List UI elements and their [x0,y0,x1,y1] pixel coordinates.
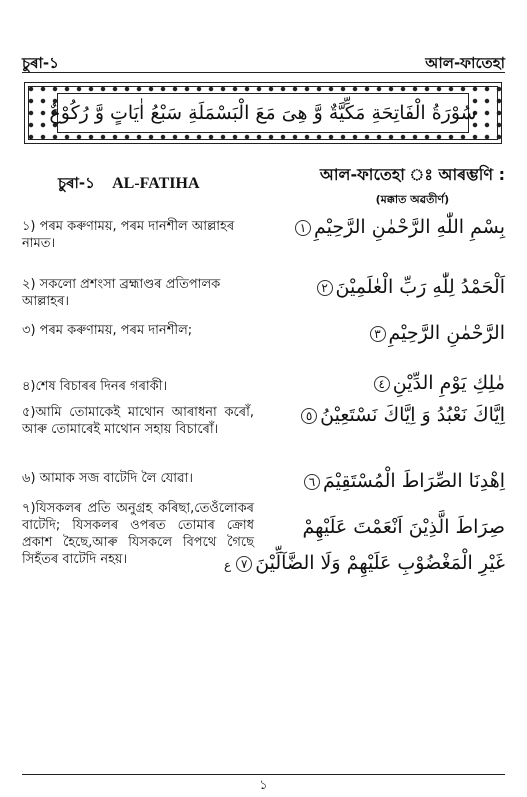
verse-2-arabic [260,272,505,302]
verse-5-translation: ৫)আমি তোমাকেই মাথোন আৰাধনা কৰোঁ, আৰু তোমাৰেই মাথোন সহায় বিচাৰোঁ। [22,405,254,437]
verse-6-arabic [260,466,505,496]
verse-6-number: ٦ [304,474,320,490]
verse-4-translation: ৪)শেষ বিচাৰৰ দিনৰ গৰাকী। [22,379,168,394]
verse-3-translation: ৩) পৰম কৰুণাময়, পৰম দানশীল; [22,323,193,338]
page-number: ১ [259,778,268,793]
verse-6-arabic-text: اِهْدِنَا الصِّرَاطَ الْمُسْتَقِيْمَ [322,470,505,492]
verse-5-arabic-text: اِيَّاكَ نَعْبُدُ وَ اِيَّاكَ نَسْتَعِيْنُ [320,404,505,426]
verse-4-arabic [260,368,505,398]
ruku-mark: ع [224,558,232,572]
surah-subtitle-left [58,172,200,197]
verse-7-arabic-line-1 [260,512,505,542]
surah-subtitle-right [320,162,505,210]
verse-2-translation: ২) সকলো প্ৰশংসা ব্ৰহ্মাণ্ডৰ প্ৰতিপালক আল্লাহৰ। [22,277,221,309]
verse-4-number: ٤ [374,376,390,392]
verse-7-arabic-line-2 [224,548,505,580]
verse-3-number: ٣ [370,326,386,342]
verse-2-arabic-text: اَلْحَمْدُ لِلّٰهِ رَبِّ الْعٰلَمِيْنَ [335,276,505,298]
header-rule [22,72,505,73]
verse-7-arabic-text-1: صِرَاطَ الَّذِيْنَ اَنْعَمْتَ عَلَيْهِمْ [302,516,505,538]
verse-1-translation: ১) পৰম কৰুণাময়, পৰম দানশীল আল্লাহৰ নামত। [22,219,235,251]
footer-rule [22,774,505,775]
verse-3-arabic-text: الرَّحْمٰنِ الرَّحِيْمِ [388,322,505,344]
revelation-place: (মক্কাত অৱতীৰ্ণ) [375,193,450,206]
verse-3-arabic [260,318,505,348]
verse-1-number: ١ [295,220,311,236]
verse-1-arabic-text: بِسْمِ اللّٰهِ الرَّحْمٰنِ الرَّحِيْمِ [314,216,505,238]
surah-beginning-title: আল-ফাতেহা ঃ আৰম্ভণি : [319,165,505,184]
surah-name-en: AL-FATIHA [112,175,200,192]
verse-7-translation: ৭)যিসকলৰ প্ৰতি অনুগ্ৰহ কৰিছা,তেওঁলোকৰ বাটেদি; যিসকলৰ ওপৰত তোমাৰ ক্ৰোধ প্ৰকাশ হৈছে,আৰু যিসকলে বিপথে গৈছে সিহঁতৰ বাটেদি নহয়। [22,501,254,567]
verse-2-number: ٢ [317,280,333,296]
surah-number-header: চুৰা-১ [22,54,59,72]
verse-5-number: ٥ [301,408,317,424]
surah-name-header: আল-ফাতেহা [425,54,505,72]
verse-1-arabic [260,212,505,242]
verse-4-arabic-text: مٰلِكِ يَوْمِ الدِّيْنِ [392,372,505,394]
verse-7-number: ٧ [236,556,252,572]
banner-arabic-title: سُوْرَةُ الْفَاتِحَةِ مَكِّيَّةٌ وَّ هِىَ مَعَ الْبَسْمَلَةِ سَبْعُ اٰيَاتٍ وَّ رُكُوْعٌ [49,102,477,124]
verse-6-translation: ৬) আমাক সজ বাটেদি লৈ যোৱা। [22,471,194,486]
banner-title-box [49,93,477,133]
verse-7-arabic-text-2: غَيْرِ الْمَغْضُوْبِ عَلَيْهِمْ وَلَا الضَّآلِّيْنَ [255,552,505,574]
decorative-banner [24,82,502,144]
surah-number-bn: চুৰা-১ [58,174,95,192]
verse-5-arabic [260,400,505,430]
